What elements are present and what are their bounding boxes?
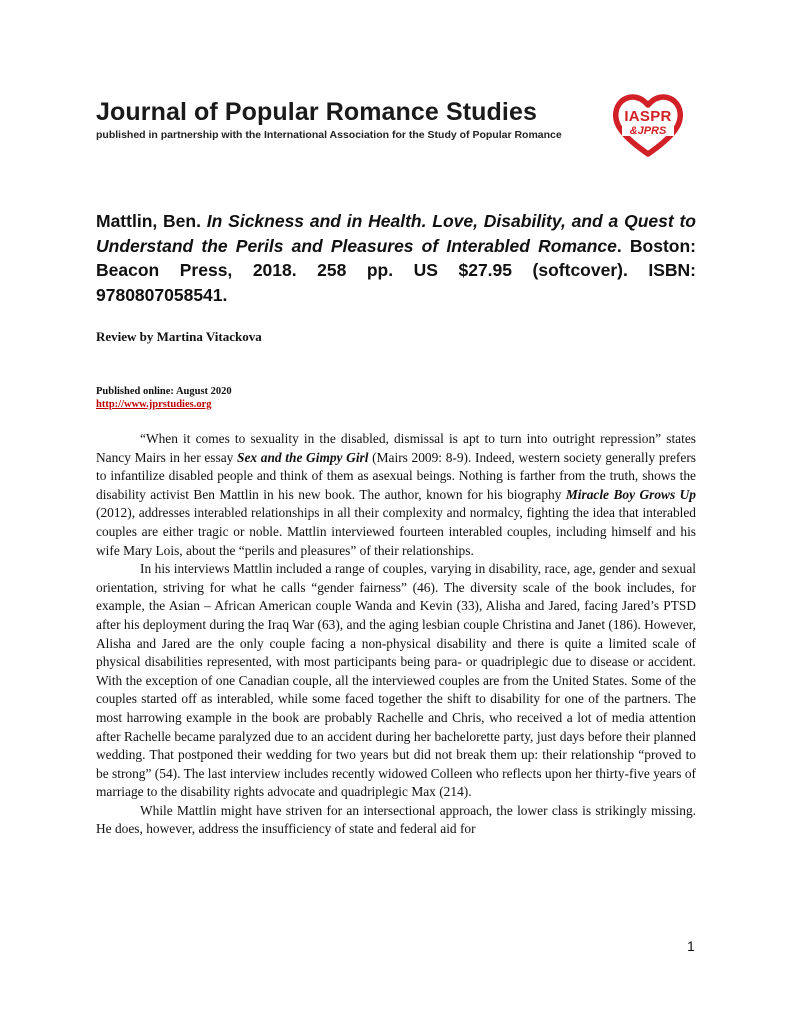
journal-title: Journal of Popular Romance Studies bbox=[96, 98, 537, 126]
cited-title: Miracle Boy Grows Up bbox=[565, 486, 696, 502]
logo-text-jprs: &JPRS bbox=[629, 125, 667, 137]
citation-author: Mattlin, Ben. bbox=[96, 211, 201, 231]
review-body bbox=[96, 430, 696, 839]
journal-subtitle: published in partnership with the International Association for the Study of Popular Romance bbox=[96, 129, 562, 141]
iaspr-logo bbox=[612, 92, 684, 158]
book-citation bbox=[96, 209, 696, 307]
citation-details: . Boston: Beacon Press, 2018. 258 pp. US $27.95 (softcover). ISBN: 9780807058541. bbox=[96, 235, 696, 305]
paragraph-text: “When it comes to sexuality in the disabled, dismissal is apt to turn into outright repression” states Nancy Mairs in her essay bbox=[96, 431, 696, 465]
logo-text-iaspr: IASPR bbox=[624, 108, 672, 125]
journal-header bbox=[96, 98, 696, 158]
body-paragraph bbox=[96, 802, 696, 839]
body-paragraph bbox=[96, 560, 696, 802]
journal-url-link[interactable]: http://www.jprstudies.org bbox=[96, 399, 212, 410]
paragraph-text: While Mattlin might have striven for an intersectional approach, the lower class is strikingly missing. He does, however, address the insufficiency of state and federal aid for bbox=[96, 802, 696, 837]
paragraph-text: In his interviews Mattlin included a range of couples, varying in disability, race, age, gender and sexual orientation, striving for what he calls “gender fairness” (46). The diversity scale of the book includes, for example, the Asian – African American couple Wanda and Kevin (33), Alisha and Jared, facing Jared’s PTSD after his deployment during the Iraq War (63), and the aging lesbian couple Christina and Janet (186). However, Alisha and Jared are the only couple facing a non-physical disability and there is quite a limited scale of physical disabilities represented, with most participants being para- or quadriplegic due to disease or accident. With the exception of one Canadian couple, all the interviewed couples are from the United States. Some of the couples started off as interabled, while some faced together the shift to disability for one of the partners. The most harrowing example in the book are probably Rachelle and Chris, who received a lot of media attention after Rachelle became paralyzed due to an accident during her bachelorette party, just days before their planned wedding. That postponed their wedding for two years but did not break them up: their relationship “proved to be strong” (54). The last interview includes recently widowed Colleen who reflects upon her thirty-five years of marriage to the disability rights advocate and quadriplegic Max (214). bbox=[96, 561, 696, 800]
cited-title: Sex and the Gimpy Girl bbox=[237, 449, 369, 465]
citation-book-title: In Sickness and in Health. Love, Disability, and a Quest to Understand the Perils and Pleasures of Interabled Romance bbox=[96, 211, 696, 256]
paragraph-text: (Mairs 2009: 8-9). Indeed, western society generally prefers to infantilize disabled people and think of them as asexual beings. Nothing is farther from the truth, shows the disability activist Ben Mattlin in his new book. The author, known for his biography bbox=[96, 449, 696, 502]
published-date: Published online: August 2020 bbox=[96, 386, 232, 397]
page-number: 1 bbox=[687, 938, 695, 954]
reviewer-line: Review by Martina Vitackova bbox=[96, 329, 262, 344]
paragraph-text: (2012), addresses interabled relationships in all their complexity and normalcy, fighting the idea that interabled couples are either tragic or noble. Mattlin interviewed fourteen interabled couples, including himself and his wife Mary Lois, about the “perils and pleasures” of their relationships. bbox=[96, 505, 696, 558]
body-paragraph bbox=[96, 430, 696, 560]
